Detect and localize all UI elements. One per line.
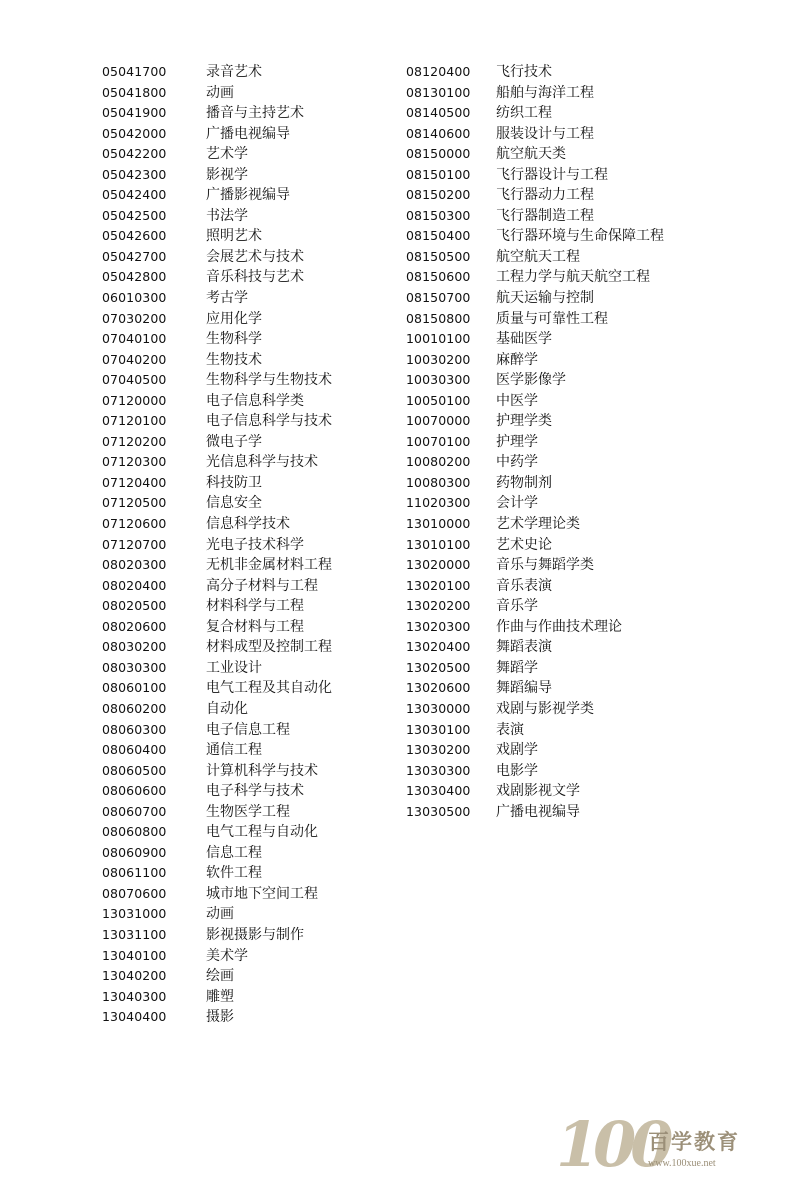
major-code: 13030200: [406, 742, 471, 758]
major-name: 无机非金属材料工程: [206, 557, 332, 574]
major-code: 13020200: [406, 598, 471, 614]
major-name: 戏剧学: [496, 742, 538, 759]
list-item: [406, 535, 736, 556]
watermark-number: 100: [556, 1108, 668, 1181]
major-code: 08030300: [102, 659, 167, 675]
list-item: [102, 1007, 402, 1028]
major-code: 07120200: [102, 433, 167, 449]
list-item: [102, 925, 402, 946]
major-code: 05042800: [102, 269, 167, 285]
list-item: [406, 329, 736, 350]
major-name: 材料成型及控制工程: [206, 639, 332, 656]
major-name: 考古学: [206, 290, 248, 307]
list-item: [406, 267, 736, 288]
list-item: [406, 802, 736, 823]
major-name: 广播电视编导: [206, 125, 290, 142]
major-code: 10030300: [406, 372, 471, 388]
major-code: 08060700: [102, 803, 167, 819]
major-name: 音乐科技与艺术: [206, 269, 304, 286]
list-item: [406, 699, 736, 720]
list-item: [406, 83, 736, 104]
major-code: 07120600: [102, 516, 167, 532]
major-name: 电影学: [496, 762, 538, 779]
list-item: [102, 946, 402, 967]
major-name: 舞蹈表演: [496, 639, 552, 656]
major-name: 生物科学与生物技术: [206, 372, 332, 389]
list-item: [406, 144, 736, 165]
major-code: 08060600: [102, 783, 167, 799]
list-item: [102, 884, 402, 905]
major-name: 书法学: [206, 207, 248, 224]
major-code: 08020300: [102, 557, 167, 573]
major-code: 08060500: [102, 762, 167, 778]
major-name: 生物医学工程: [206, 803, 290, 820]
major-name: 会计学: [496, 495, 538, 512]
list-item: [102, 514, 402, 535]
major-name: 中药学: [496, 454, 538, 471]
major-code: 05042500: [102, 207, 167, 223]
major-code: 13010000: [406, 516, 471, 532]
major-name: 城市地下空间工程: [206, 885, 318, 902]
major-code: 13030400: [406, 783, 471, 799]
major-code: 07120000: [102, 392, 167, 408]
major-code: 05041900: [102, 105, 167, 121]
major-name: 美术学: [206, 947, 248, 964]
major-code: 10070100: [406, 433, 471, 449]
list-item: [406, 411, 736, 432]
list-item: [406, 720, 736, 741]
major-name: 航空航天类: [496, 146, 566, 163]
major-code: 06010300: [102, 290, 167, 306]
major-code: 13010100: [406, 536, 471, 552]
major-code: 10080200: [406, 454, 471, 470]
list-item: [102, 350, 402, 371]
list-item: [102, 329, 402, 350]
list-item: [102, 103, 402, 124]
major-code: 10050100: [406, 392, 471, 408]
major-code: 07120300: [102, 454, 167, 470]
major-name: 广播电视编导: [496, 803, 580, 820]
major-name: 药物制剂: [496, 474, 552, 491]
major-code: 08060200: [102, 700, 167, 716]
major-name: 航天运输与控制: [496, 290, 594, 307]
major-name: 表演: [496, 721, 524, 738]
list-item: [102, 452, 402, 473]
list-item: [406, 473, 736, 494]
list-item: [102, 288, 402, 309]
major-code: 13030300: [406, 762, 471, 778]
major-code: 08150200: [406, 187, 471, 203]
major-name: 生物科学: [206, 331, 262, 348]
major-name: 绘画: [206, 968, 234, 985]
major-code: 13020100: [406, 577, 471, 593]
list-item: [406, 493, 736, 514]
major-name: 电子信息科学类: [206, 392, 304, 409]
major-name: 纺织工程: [496, 105, 552, 122]
major-name: 信息安全: [206, 495, 262, 512]
major-name: 艺术学理论类: [496, 516, 580, 533]
list-item: [102, 226, 402, 247]
major-name: 艺术史论: [496, 536, 552, 553]
list-item: [406, 165, 736, 186]
major-name: 音乐学: [496, 598, 538, 615]
major-code: 07120500: [102, 495, 167, 511]
list-item: [102, 247, 402, 268]
major-code: 05042300: [102, 166, 167, 182]
major-code: 13031000: [102, 906, 167, 922]
major-code: 08060800: [102, 824, 167, 840]
major-name: 复合材料与工程: [206, 618, 304, 635]
major-name: 录音艺术: [206, 64, 262, 80]
major-name: 护理学: [496, 433, 538, 450]
major-name: 麻醉学: [496, 351, 538, 368]
major-name: 高分子材料与工程: [206, 577, 318, 594]
major-code: 13040100: [102, 947, 167, 963]
list-item: [406, 350, 736, 371]
major-name: 戏剧影视文学: [496, 783, 580, 800]
major-code: 13040200: [102, 968, 167, 984]
major-name: 材料科学与工程: [206, 598, 304, 615]
list-item: [102, 493, 402, 514]
major-name: 动画: [206, 84, 234, 101]
list-item: [406, 370, 736, 391]
major-name: 工程力学与航天航空工程: [496, 269, 650, 286]
major-name: 光电子技术科学: [206, 536, 304, 553]
list-item: [102, 185, 402, 206]
list-item: [102, 987, 402, 1008]
list-item: [102, 473, 402, 494]
major-name: 基础医学: [496, 331, 552, 348]
list-item: [102, 678, 402, 699]
major-code: 07120400: [102, 474, 167, 490]
list-item: [102, 124, 402, 145]
major-code: 08120400: [406, 64, 471, 79]
list-item: [102, 206, 402, 227]
major-code: 08150600: [406, 269, 471, 285]
major-name: 电子信息科学与技术: [206, 413, 332, 430]
major-code: 13020600: [406, 680, 471, 696]
major-code: 07040500: [102, 372, 167, 388]
major-code: 08150500: [406, 248, 471, 264]
list-item: [102, 555, 402, 576]
major-name: 工业设计: [206, 659, 262, 676]
list-item: [406, 740, 736, 761]
major-code: 13030000: [406, 700, 471, 716]
list-item: [406, 247, 736, 268]
major-name: 飞行器动力工程: [496, 187, 594, 204]
major-name: 光信息科学与技术: [206, 454, 318, 471]
major-code: 08140500: [406, 105, 471, 121]
major-name: 服装设计与工程: [496, 125, 594, 142]
major-name: 微电子学: [206, 433, 262, 450]
major-name: 舞蹈学: [496, 659, 538, 676]
major-code: 05042600: [102, 228, 167, 244]
major-code: 07030200: [102, 310, 167, 326]
list-item: [102, 391, 402, 412]
watermark-name: 百学教育: [648, 1129, 740, 1154]
major-name: 雕塑: [206, 988, 234, 1005]
list-item: [406, 391, 736, 412]
list-item: [406, 206, 736, 227]
list-item: [102, 576, 402, 597]
list-item: [406, 617, 736, 638]
watermark-url: www.100xue.net: [648, 1158, 716, 1169]
major-name: 照明艺术: [206, 228, 262, 245]
watermark-logo: [556, 1108, 756, 1182]
major-code: 05042400: [102, 187, 167, 203]
list-item: [102, 617, 402, 638]
major-code: 13040300: [102, 988, 167, 1004]
list-item: [102, 761, 402, 782]
major-code: 13030100: [406, 721, 471, 737]
major-code: 05042000: [102, 125, 167, 141]
major-name: 中医学: [496, 392, 538, 409]
major-name: 信息工程: [206, 844, 262, 861]
major-code: 10070000: [406, 413, 471, 429]
major-code: 08150800: [406, 310, 471, 326]
major-name: 舞蹈编导: [496, 680, 552, 697]
major-name: 科技防卫: [206, 474, 262, 491]
list-item: [406, 637, 736, 658]
major-code: 13030500: [406, 803, 471, 819]
list-item: [102, 596, 402, 617]
list-item: [406, 514, 736, 535]
major-code: 08150400: [406, 228, 471, 244]
major-code: 13040400: [102, 1009, 167, 1025]
major-code: 10010100: [406, 331, 471, 347]
list-item: [406, 452, 736, 473]
list-item: [102, 165, 402, 186]
list-item: [406, 432, 736, 453]
list-item: [102, 822, 402, 843]
list-item: [102, 781, 402, 802]
major-code: 08020500: [102, 598, 167, 614]
list-item: [406, 596, 736, 617]
major-code: 07120700: [102, 536, 167, 552]
major-name: 电子信息工程: [206, 721, 290, 738]
list-item: [102, 535, 402, 556]
major-code: 08061100: [102, 865, 167, 881]
list-item: [102, 267, 402, 288]
major-name: 软件工程: [206, 865, 262, 882]
major-name: 播音与主持艺术: [206, 105, 304, 122]
list-item: [406, 678, 736, 699]
list-item: [102, 658, 402, 679]
major-name: 电子科学与技术: [206, 783, 304, 800]
list-item: [102, 637, 402, 658]
major-code: 11020300: [406, 495, 471, 511]
major-name: 会展艺术与技术: [206, 248, 304, 265]
major-code: 08020600: [102, 618, 167, 634]
list-item: [102, 720, 402, 741]
major-name: 飞行技术: [496, 64, 552, 80]
list-item: [406, 576, 736, 597]
major-name: 计算机科学与技术: [206, 762, 318, 779]
major-code: 08060300: [102, 721, 167, 737]
major-name: 航空航天工程: [496, 248, 580, 265]
list-item: [406, 658, 736, 679]
major-name: 信息科学技术: [206, 516, 290, 533]
major-code: 07040100: [102, 331, 167, 347]
list-item: [406, 226, 736, 247]
list-item: [102, 802, 402, 823]
list-item: [102, 432, 402, 453]
major-code: 13020500: [406, 659, 471, 675]
major-code: 10080300: [406, 474, 471, 490]
major-code: 08150000: [406, 146, 471, 162]
major-code: 08070600: [102, 885, 167, 901]
list-item: [102, 740, 402, 761]
list-item: [102, 904, 402, 925]
major-name: 音乐与舞蹈学类: [496, 557, 594, 574]
major-name: 飞行器环境与生命保障工程: [496, 228, 664, 245]
major-name: 动画: [206, 906, 234, 923]
major-code: 08130100: [406, 84, 471, 100]
major-code: 13020000: [406, 557, 471, 573]
major-name: 通信工程: [206, 742, 262, 759]
list-item: [102, 83, 402, 104]
major-code: 08140600: [406, 125, 471, 141]
major-name: 医学影像学: [496, 372, 566, 389]
list-item: [406, 761, 736, 782]
list-item: [102, 309, 402, 330]
major-name: 艺术学: [206, 146, 248, 163]
major-code: 08150300: [406, 207, 471, 223]
major-code: 07040200: [102, 351, 167, 367]
major-code: 05041800: [102, 84, 167, 100]
major-code: 13020400: [406, 639, 471, 655]
list-item: [102, 699, 402, 720]
major-name: 电气工程及其自动化: [206, 680, 332, 697]
major-name: 影视学: [206, 166, 248, 183]
major-code: 07120100: [102, 413, 167, 429]
list-item: [102, 411, 402, 432]
list-item: [406, 288, 736, 309]
list-item: [102, 144, 402, 165]
major-name: 戏剧与影视学类: [496, 700, 594, 717]
left-column: [102, 62, 402, 1028]
list-item: [406, 124, 736, 145]
major-name: 护理学类: [496, 413, 552, 430]
major-code: 05042200: [102, 146, 167, 162]
list-item: [406, 62, 736, 83]
major-code: 08150100: [406, 166, 471, 182]
major-code: 08060100: [102, 680, 167, 696]
major-name: 影视摄影与制作: [206, 926, 304, 943]
major-code: 08060400: [102, 742, 167, 758]
list-item: [406, 309, 736, 330]
major-name: 广播影视编导: [206, 187, 290, 204]
major-code: 08060900: [102, 844, 167, 860]
right-column: [406, 62, 736, 822]
major-name: 生物技术: [206, 351, 262, 368]
list-item: [406, 103, 736, 124]
major-name: 电气工程与自动化: [206, 824, 318, 841]
list-item: [102, 966, 402, 987]
major-code: 08150700: [406, 290, 471, 306]
major-name: 摄影: [206, 1009, 234, 1026]
major-name: 应用化学: [206, 310, 262, 327]
list-item: [406, 185, 736, 206]
major-code: 08020400: [102, 577, 167, 593]
major-name: 船舶与海洋工程: [496, 84, 594, 101]
major-name: 自动化: [206, 700, 248, 717]
major-name: 质量与可靠性工程: [496, 310, 608, 327]
list-item: [102, 62, 402, 83]
major-code: 05041700: [102, 64, 167, 79]
list-item: [102, 370, 402, 391]
major-name: 飞行器设计与工程: [496, 166, 608, 183]
major-name: 作曲与作曲技术理论: [496, 618, 622, 635]
list-item: [102, 843, 402, 864]
list-item: [406, 781, 736, 802]
major-name: 音乐表演: [496, 577, 552, 594]
major-code: 05042700: [102, 248, 167, 264]
major-code: 13020300: [406, 618, 471, 634]
list-item: [406, 555, 736, 576]
list-item: [102, 863, 402, 884]
major-name: 飞行器制造工程: [496, 207, 594, 224]
major-code: 10030200: [406, 351, 471, 367]
major-code: 13031100: [102, 926, 167, 942]
major-code: 08030200: [102, 639, 167, 655]
